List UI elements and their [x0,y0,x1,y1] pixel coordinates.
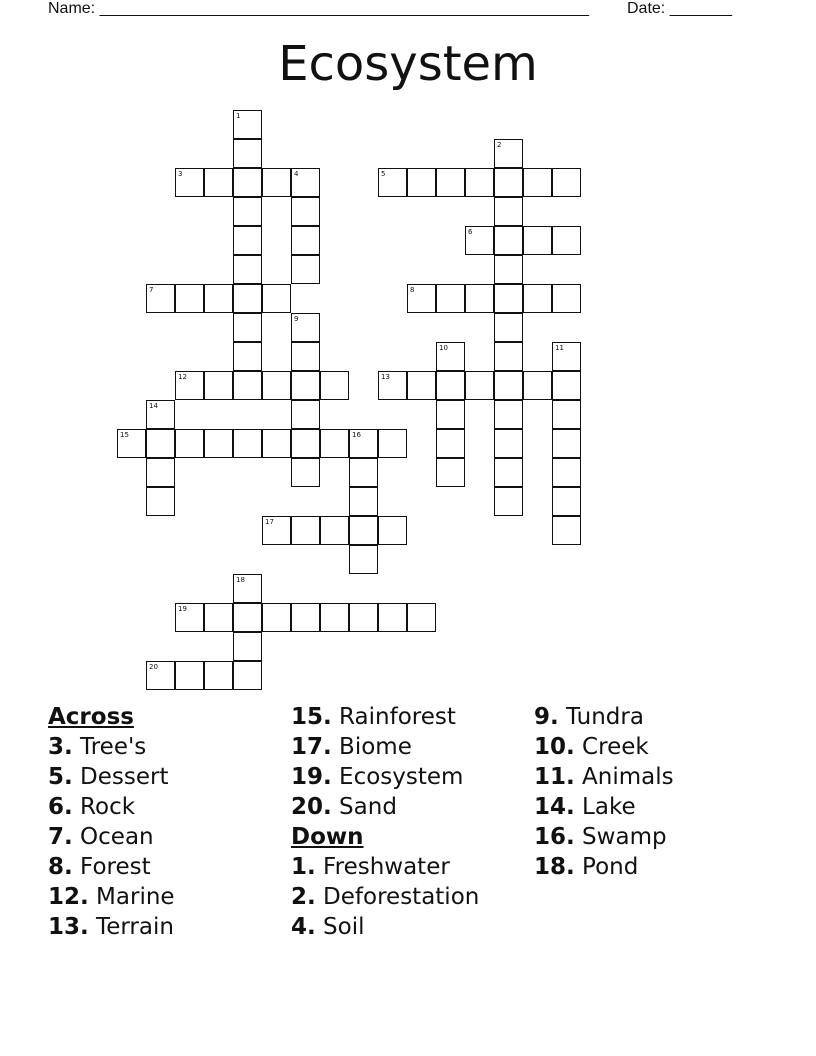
cell-number: 16 [352,431,361,439]
crossword-cell[interactable] [146,400,175,429]
across-clue [291,732,531,762]
crossword-cell[interactable] [552,400,581,429]
crossword-cell[interactable] [320,603,349,632]
crossword-cell[interactable] [465,226,494,255]
across-clue [291,792,531,822]
cell-number: 2 [497,141,502,149]
clue-text: Ecosystem [331,764,464,790]
clue-text: Lake [574,794,636,820]
clue-number: 8. [48,854,73,880]
crossword-cell[interactable] [291,400,320,429]
clue-text: Tundra [558,704,644,730]
crossword-cell[interactable] [291,371,320,400]
crossword-cell[interactable] [262,284,291,313]
crossword-cell[interactable] [465,371,494,400]
across-clue [291,702,531,732]
clue-number: 6. [48,794,73,820]
crossword-cell[interactable] [175,603,204,632]
crossword-cell[interactable] [233,632,262,661]
clue-number: 4. [291,914,316,940]
crossword-cell[interactable] [494,458,523,487]
clue-number: 5. [48,764,73,790]
across-clue [48,732,288,762]
crossword-cell[interactable] [262,429,291,458]
crossword-cell[interactable] [320,429,349,458]
crossword-cell[interactable] [494,429,523,458]
crossword-cell[interactable] [291,255,320,284]
down-clue [534,762,774,792]
cell-number: 19 [178,605,187,613]
clue-text: Animals [574,764,674,790]
crossword-cell[interactable] [552,371,581,400]
crossword-cell[interactable] [233,284,262,313]
name-field-label: Name: _______________________________________________________ [48,0,589,17]
cell-number: 10 [439,344,448,352]
crossword-cell[interactable] [117,429,146,458]
across-clue [48,852,288,882]
clue-number: 14. [534,794,575,820]
cell-number: 12 [178,373,187,381]
clue-number: 18. [534,854,575,880]
crossword-cell[interactable] [291,313,320,342]
cell-number: 17 [265,518,274,526]
crossword-cell[interactable] [146,487,175,516]
crossword-cell[interactable] [494,400,523,429]
cell-number: 9 [294,315,299,323]
cell-number: 7 [149,286,154,294]
clue-number: 19. [291,764,332,790]
crossword-cell[interactable] [494,371,523,400]
clue-number: 12. [48,884,89,910]
down-clue [534,852,774,882]
crossword-cell[interactable] [175,661,204,690]
crossword-cell[interactable] [175,371,204,400]
crossword-cell[interactable] [233,313,262,342]
clue-column-1 [48,702,288,942]
down-clue [534,732,774,762]
crossword-cell[interactable] [291,197,320,226]
clue-text: Pond [574,854,639,880]
crossword-cell[interactable] [465,284,494,313]
clue-number: 3. [48,734,73,760]
down-heading: Down [291,824,364,850]
crossword-cell[interactable] [262,516,291,545]
crossword-cell[interactable] [494,284,523,313]
crossword-cell[interactable] [175,284,204,313]
crossword-cell[interactable] [233,197,262,226]
crossword-cell[interactable] [291,603,320,632]
crossword-cell[interactable] [146,429,175,458]
across-clue [48,912,288,942]
crossword-cell[interactable] [262,168,291,197]
cell-number: 15 [120,431,129,439]
crossword-cell[interactable] [349,545,378,574]
crossword-cell[interactable] [552,284,581,313]
crossword-cell[interactable] [349,458,378,487]
across-clue [48,882,288,912]
clue-text: Forest [72,854,151,880]
crossword-cell[interactable] [436,400,465,429]
crossword-cell[interactable] [552,342,581,371]
crossword-cell[interactable] [204,603,233,632]
cell-number: 6 [468,228,473,236]
cell-number: 11 [555,344,564,352]
clue-column-2 [291,702,531,942]
crossword-cell[interactable] [146,661,175,690]
clue-text: Creek [574,734,649,760]
crossword-cell[interactable] [378,168,407,197]
cell-number: 8 [410,286,415,294]
crossword-cell[interactable] [378,429,407,458]
crossword-cell[interactable] [523,226,552,255]
crossword-cell[interactable] [465,168,494,197]
down-clue [534,792,774,822]
crossword-cell[interactable] [204,284,233,313]
clue-text: Dessert [72,764,169,790]
crossword-cell[interactable] [552,429,581,458]
clue-text: Rock [72,794,136,820]
down-clue [534,702,774,732]
crossword-cell[interactable] [320,371,349,400]
across-clue [48,762,288,792]
crossword-cell[interactable] [436,342,465,371]
crossword-cell[interactable] [291,226,320,255]
crossword-cell[interactable] [523,371,552,400]
crossword-cell[interactable] [233,168,262,197]
crossword-cell[interactable] [146,284,175,313]
crossword-cell[interactable] [291,516,320,545]
crossword-cell[interactable] [291,458,320,487]
cell-number: 4 [294,170,299,178]
crossword-cell[interactable] [552,226,581,255]
crossword-cell[interactable] [233,371,262,400]
clue-text: Soil [315,914,365,940]
crossword-cell[interactable] [233,110,262,139]
crossword-cell[interactable] [233,603,262,632]
crossword-cell[interactable] [552,168,581,197]
crossword-cell[interactable] [262,371,291,400]
crossword-cell[interactable] [494,197,523,226]
crossword-cell[interactable] [436,371,465,400]
clue-text: Deforestation [315,884,480,910]
cell-number: 13 [381,373,390,381]
crossword-cell[interactable] [204,168,233,197]
clue-text: Terrain [88,914,174,940]
cell-number: 14 [149,402,158,410]
crossword-cell[interactable] [204,429,233,458]
crossword-cell[interactable] [233,661,262,690]
crossword-cell[interactable] [436,168,465,197]
crossword-cell[interactable] [349,429,378,458]
crossword-cell[interactable] [291,168,320,197]
cell-number: 3 [178,170,183,178]
clue-text: Biome [331,734,412,760]
clue-text: Rainforest [331,704,456,730]
cell-number: 1 [236,112,241,120]
crossword-cell[interactable] [407,284,436,313]
clue-text: Ocean [72,824,154,850]
crossword-cell[interactable] [291,429,320,458]
crossword-cell[interactable] [407,603,436,632]
clue-number: 9. [534,704,559,730]
crossword-cell[interactable] [436,284,465,313]
crossword-cell[interactable] [552,487,581,516]
crossword-cell[interactable] [378,371,407,400]
down-clue [291,882,531,912]
clue-number: 20. [291,794,332,820]
clue-text: Freshwater [315,854,450,880]
page-title: Ecosystem [278,36,538,92]
clue-text: Tree's [72,734,147,760]
crossword-cell[interactable] [175,168,204,197]
crossword-cell[interactable] [291,342,320,371]
clue-column-3 [534,702,774,882]
down-clue [291,852,531,882]
clue-text: Sand [331,794,397,820]
crossword-cell[interactable] [349,603,378,632]
clue-number: 11. [534,764,575,790]
across-clue [291,762,531,792]
crossword-cell[interactable] [552,458,581,487]
crossword-cell[interactable] [204,661,233,690]
crossword-cell[interactable] [233,342,262,371]
crossword-cell[interactable] [378,603,407,632]
clue-number: 13. [48,914,89,940]
across-heading: Across [48,704,134,730]
date-field-label: Date: _______ [627,0,732,17]
clue-number: 2. [291,884,316,910]
clue-number: 16. [534,824,575,850]
crossword-cell[interactable] [204,371,233,400]
cell-number: 20 [149,663,158,671]
crossword-cell[interactable] [523,168,552,197]
crossword-cell[interactable] [494,255,523,284]
cell-number: 18 [236,576,245,584]
crossword-cell[interactable] [349,487,378,516]
cell-number: 5 [381,170,386,178]
crossword-cell[interactable] [494,139,523,168]
clue-text: Marine [88,884,175,910]
crossword-cell[interactable] [320,516,349,545]
across-clue [48,822,288,852]
crossword-cell[interactable] [494,487,523,516]
crossword-cell[interactable] [233,139,262,168]
crossword-cell[interactable] [494,226,523,255]
crossword-cell[interactable] [523,284,552,313]
crossword-cell[interactable] [436,429,465,458]
crossword-cell[interactable] [233,255,262,284]
crossword-cell[interactable] [436,458,465,487]
crossword-cell[interactable] [146,458,175,487]
crossword-cell[interactable] [233,574,262,603]
crossword-cell[interactable] [233,226,262,255]
across-clue [48,792,288,822]
clue-number: 10. [534,734,575,760]
clue-number: 15. [291,704,332,730]
clue-number: 1. [291,854,316,880]
crossword-cell[interactable] [407,168,436,197]
down-clue [291,912,531,942]
crossword-cell[interactable] [494,168,523,197]
crossword-cell[interactable] [262,603,291,632]
crossword-cell[interactable] [494,313,523,342]
down-clue [534,822,774,852]
crossword-cell[interactable] [233,429,262,458]
crossword-cell[interactable] [552,516,581,545]
crossword-cell[interactable] [349,516,378,545]
crossword-cell[interactable] [494,342,523,371]
clue-number: 7. [48,824,73,850]
clue-text: Swamp [574,824,667,850]
crossword-cell[interactable] [378,516,407,545]
crossword-cell[interactable] [407,371,436,400]
crossword-cell[interactable] [175,429,204,458]
clue-number: 17. [291,734,332,760]
